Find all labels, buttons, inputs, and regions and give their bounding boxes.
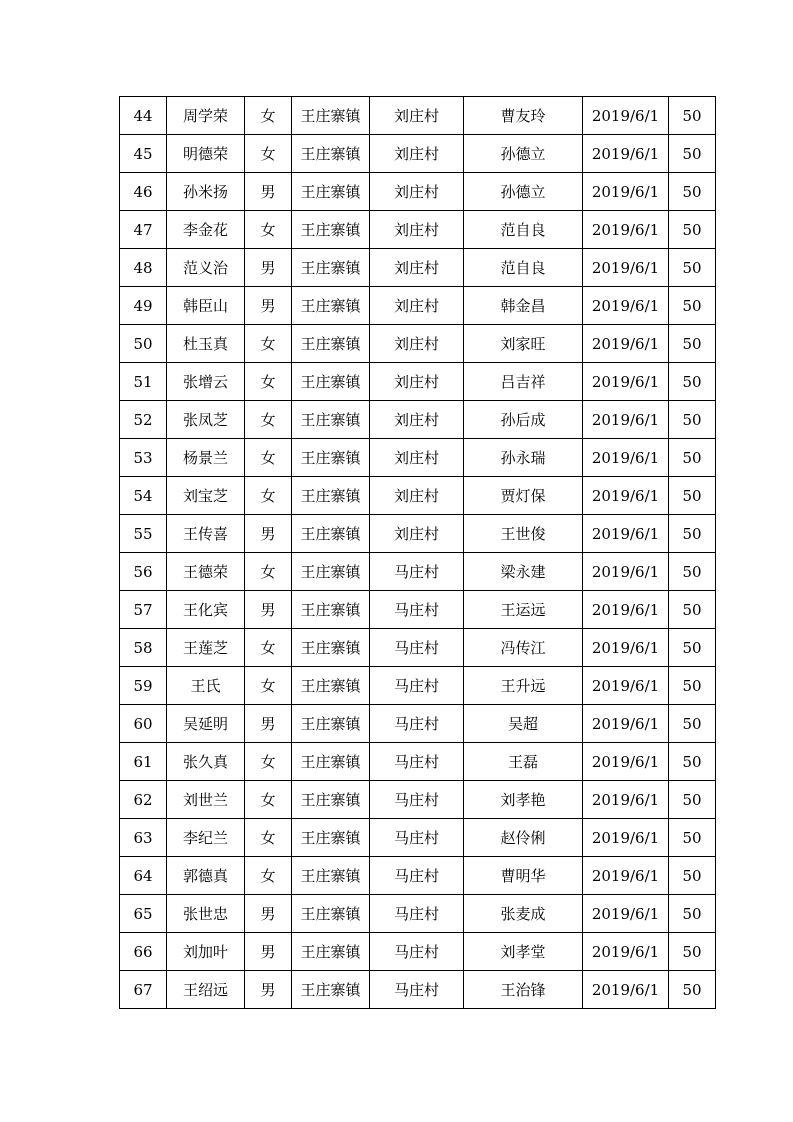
cell-name: 王莲芝 [167,629,245,667]
cell-gender: 女 [245,325,292,363]
cell-name: 张世忠 [167,895,245,933]
cell-name: 郭德真 [167,857,245,895]
cell-index: 58 [120,629,167,667]
cell-town: 王庄寨镇 [292,97,370,135]
cell-contact: 王治锋 [464,971,583,1009]
cell-date: 2019/6/1 [583,211,669,249]
cell-contact: 贾灯保 [464,477,583,515]
table-row [120,135,716,173]
cell-town: 王庄寨镇 [292,743,370,781]
cell-village: 刘庄村 [370,325,464,363]
cell-contact: 吕吉祥 [464,363,583,401]
cell-index: 55 [120,515,167,553]
cell-gender: 女 [245,857,292,895]
cell-index: 64 [120,857,167,895]
cell-name: 王传喜 [167,515,245,553]
table-row [120,705,716,743]
cell-town: 王庄寨镇 [292,135,370,173]
cell-town: 王庄寨镇 [292,667,370,705]
cell-amount: 50 [669,287,716,325]
table-row [120,97,716,135]
cell-town: 王庄寨镇 [292,895,370,933]
cell-date: 2019/6/1 [583,401,669,439]
cell-name: 张凤芝 [167,401,245,439]
table-row [120,971,716,1009]
cell-date: 2019/6/1 [583,363,669,401]
cell-town: 王庄寨镇 [292,971,370,1009]
cell-contact: 王升远 [464,667,583,705]
cell-name: 杨景兰 [167,439,245,477]
cell-index: 53 [120,439,167,477]
cell-name: 王德荣 [167,553,245,591]
cell-amount: 50 [669,401,716,439]
cell-village: 马庄村 [370,667,464,705]
cell-amount: 50 [669,781,716,819]
cell-amount: 50 [669,895,716,933]
cell-amount: 50 [669,97,716,135]
cell-date: 2019/6/1 [583,249,669,287]
cell-index: 54 [120,477,167,515]
cell-name: 杜玉真 [167,325,245,363]
cell-name: 韩臣山 [167,287,245,325]
cell-date: 2019/6/1 [583,933,669,971]
table-row [120,363,716,401]
cell-name: 刘世兰 [167,781,245,819]
cell-name: 王绍远 [167,971,245,1009]
cell-village: 刘庄村 [370,439,464,477]
table-row [120,667,716,705]
cell-date: 2019/6/1 [583,667,669,705]
cell-date: 2019/6/1 [583,819,669,857]
cell-date: 2019/6/1 [583,895,669,933]
cell-contact: 刘家旺 [464,325,583,363]
cell-name: 范义治 [167,249,245,287]
table-row [120,477,716,515]
cell-town: 王庄寨镇 [292,439,370,477]
table-row [120,249,716,287]
cell-town: 王庄寨镇 [292,287,370,325]
cell-amount: 50 [669,477,716,515]
cell-date: 2019/6/1 [583,135,669,173]
cell-date: 2019/6/1 [583,287,669,325]
table-row [120,743,716,781]
cell-amount: 50 [669,705,716,743]
table-row [120,629,716,667]
cell-village: 马庄村 [370,933,464,971]
cell-contact: 张麦成 [464,895,583,933]
cell-gender: 女 [245,553,292,591]
table-row [120,287,716,325]
cell-index: 48 [120,249,167,287]
cell-village: 刘庄村 [370,515,464,553]
table-row [120,857,716,895]
cell-index: 56 [120,553,167,591]
cell-gender: 女 [245,135,292,173]
cell-date: 2019/6/1 [583,477,669,515]
cell-contact: 王运远 [464,591,583,629]
cell-amount: 50 [669,325,716,363]
cell-date: 2019/6/1 [583,971,669,1009]
cell-gender: 女 [245,439,292,477]
cell-contact: 曹友玲 [464,97,583,135]
cell-town: 王庄寨镇 [292,211,370,249]
cell-gender: 女 [245,819,292,857]
cell-date: 2019/6/1 [583,173,669,211]
cell-index: 63 [120,819,167,857]
cell-amount: 50 [669,135,716,173]
cell-index: 67 [120,971,167,1009]
cell-index: 51 [120,363,167,401]
cell-gender: 男 [245,971,292,1009]
table-row [120,173,716,211]
cell-town: 王庄寨镇 [292,781,370,819]
cell-index: 50 [120,325,167,363]
cell-amount: 50 [669,363,716,401]
cell-index: 59 [120,667,167,705]
cell-name: 刘加叶 [167,933,245,971]
cell-contact: 赵伶俐 [464,819,583,857]
cell-date: 2019/6/1 [583,515,669,553]
cell-index: 65 [120,895,167,933]
cell-index: 47 [120,211,167,249]
cell-gender: 女 [245,211,292,249]
cell-contact: 孙后成 [464,401,583,439]
cell-date: 2019/6/1 [583,97,669,135]
table-row [120,553,716,591]
cell-town: 王庄寨镇 [292,401,370,439]
cell-name: 王化宾 [167,591,245,629]
cell-name: 张久真 [167,743,245,781]
cell-index: 62 [120,781,167,819]
cell-amount: 50 [669,211,716,249]
cell-index: 46 [120,173,167,211]
table-row [120,211,716,249]
cell-index: 52 [120,401,167,439]
cell-amount: 50 [669,819,716,857]
cell-contact: 孙永瑞 [464,439,583,477]
cell-amount: 50 [669,173,716,211]
cell-amount: 50 [669,439,716,477]
cell-village: 马庄村 [370,781,464,819]
cell-village: 刘庄村 [370,363,464,401]
cell-village: 马庄村 [370,591,464,629]
cell-village: 马庄村 [370,857,464,895]
cell-index: 61 [120,743,167,781]
table-row [120,439,716,477]
table-row [120,895,716,933]
cell-contact: 王磊 [464,743,583,781]
cell-name: 刘宝芝 [167,477,245,515]
cell-amount: 50 [669,667,716,705]
cell-town: 王庄寨镇 [292,629,370,667]
cell-amount: 50 [669,629,716,667]
cell-village: 马庄村 [370,629,464,667]
cell-contact: 孙德立 [464,173,583,211]
cell-amount: 50 [669,857,716,895]
cell-contact: 冯传江 [464,629,583,667]
cell-contact: 刘孝艳 [464,781,583,819]
cell-index: 45 [120,135,167,173]
cell-date: 2019/6/1 [583,325,669,363]
cell-town: 王庄寨镇 [292,819,370,857]
cell-contact: 范自良 [464,249,583,287]
cell-name: 张增云 [167,363,245,401]
cell-town: 王庄寨镇 [292,515,370,553]
cell-village: 马庄村 [370,553,464,591]
cell-gender: 男 [245,705,292,743]
cell-gender: 女 [245,629,292,667]
cell-name: 李金花 [167,211,245,249]
cell-date: 2019/6/1 [583,629,669,667]
cell-date: 2019/6/1 [583,781,669,819]
cell-amount: 50 [669,933,716,971]
cell-gender: 女 [245,743,292,781]
table-row [120,819,716,857]
cell-gender: 男 [245,591,292,629]
cell-amount: 50 [669,249,716,287]
cell-town: 王庄寨镇 [292,857,370,895]
cell-gender: 女 [245,363,292,401]
cell-name: 吴延明 [167,705,245,743]
cell-village: 刘庄村 [370,249,464,287]
cell-contact: 孙德立 [464,135,583,173]
cell-gender: 女 [245,781,292,819]
table-row [120,515,716,553]
cell-gender: 女 [245,97,292,135]
cell-village: 刘庄村 [370,287,464,325]
cell-village: 刘庄村 [370,173,464,211]
table-row [120,401,716,439]
cell-gender: 女 [245,667,292,705]
cell-name: 明德荣 [167,135,245,173]
table-row [120,591,716,629]
cell-gender: 女 [245,477,292,515]
cell-name: 孙米扬 [167,173,245,211]
cell-gender: 男 [245,895,292,933]
cell-contact: 曹明华 [464,857,583,895]
cell-gender: 女 [245,401,292,439]
cell-name: 王氏 [167,667,245,705]
cell-village: 刘庄村 [370,135,464,173]
cell-village: 马庄村 [370,705,464,743]
cell-name: 李纪兰 [167,819,245,857]
cell-town: 王庄寨镇 [292,249,370,287]
cell-town: 王庄寨镇 [292,325,370,363]
cell-name: 周学荣 [167,97,245,135]
table-row [120,933,716,971]
cell-gender: 男 [245,173,292,211]
cell-contact: 韩金昌 [464,287,583,325]
roster-body [120,97,716,1009]
cell-town: 王庄寨镇 [292,591,370,629]
cell-gender: 男 [245,515,292,553]
cell-index: 57 [120,591,167,629]
cell-village: 马庄村 [370,895,464,933]
cell-date: 2019/6/1 [583,439,669,477]
cell-village: 刘庄村 [370,97,464,135]
cell-index: 44 [120,97,167,135]
cell-town: 王庄寨镇 [292,173,370,211]
cell-date: 2019/6/1 [583,857,669,895]
cell-village: 刘庄村 [370,211,464,249]
cell-contact: 范自良 [464,211,583,249]
table-row [120,325,716,363]
cell-town: 王庄寨镇 [292,553,370,591]
cell-contact: 刘孝堂 [464,933,583,971]
cell-town: 王庄寨镇 [292,477,370,515]
cell-town: 王庄寨镇 [292,363,370,401]
cell-index: 60 [120,705,167,743]
cell-date: 2019/6/1 [583,553,669,591]
table-row [120,781,716,819]
cell-amount: 50 [669,553,716,591]
cell-village: 马庄村 [370,971,464,1009]
cell-amount: 50 [669,515,716,553]
cell-village: 刘庄村 [370,401,464,439]
roster-table [119,96,716,1009]
cell-date: 2019/6/1 [583,743,669,781]
cell-town: 王庄寨镇 [292,933,370,971]
cell-village: 马庄村 [370,819,464,857]
cell-index: 49 [120,287,167,325]
cell-date: 2019/6/1 [583,591,669,629]
cell-amount: 50 [669,971,716,1009]
cell-village: 刘庄村 [370,477,464,515]
cell-date: 2019/6/1 [583,705,669,743]
cell-amount: 50 [669,591,716,629]
cell-gender: 男 [245,933,292,971]
cell-town: 王庄寨镇 [292,705,370,743]
cell-contact: 梁永建 [464,553,583,591]
cell-contact: 吴超 [464,705,583,743]
cell-index: 66 [120,933,167,971]
cell-amount: 50 [669,743,716,781]
cell-village: 马庄村 [370,743,464,781]
cell-gender: 男 [245,287,292,325]
cell-contact: 王世俊 [464,515,583,553]
cell-gender: 男 [245,249,292,287]
